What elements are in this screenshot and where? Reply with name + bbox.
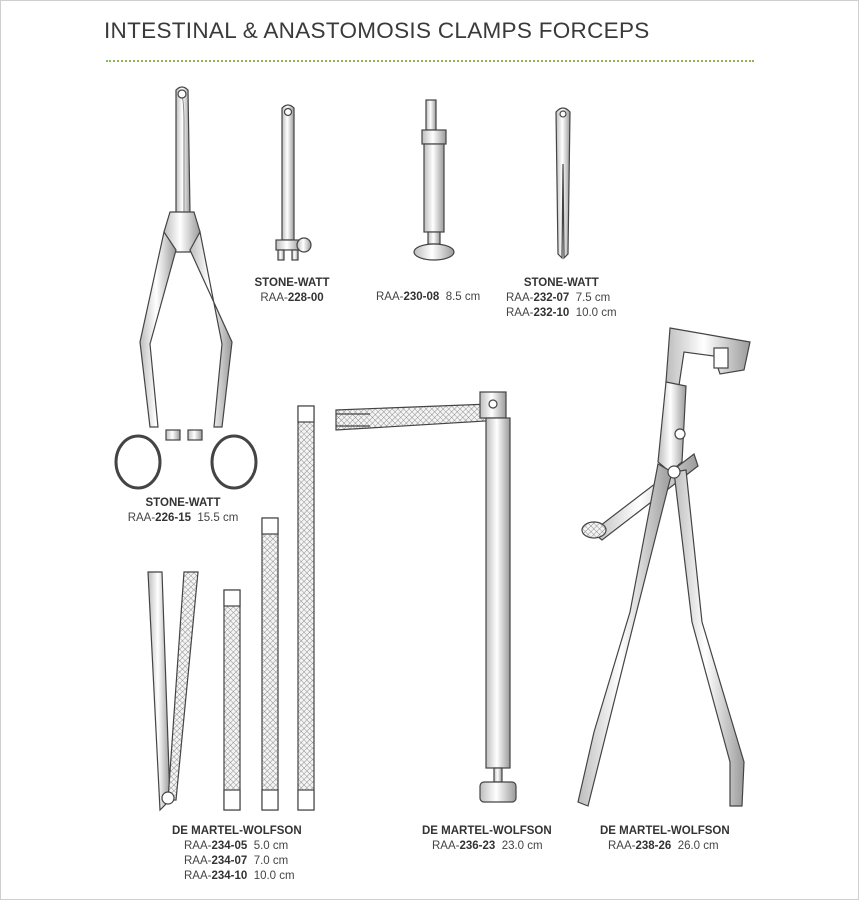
catalog-prefix: RAA- [506,292,534,304]
catalog-prefix: RAA- [127,512,156,524]
catalog-number: 232-10 [533,307,570,319]
item-name: DE MARTEL-WOLFSON [600,825,730,837]
catalog-number: 236-23 [459,840,496,852]
instrument-size: 10.0 cm [253,870,295,882]
catalog-prefix: RAA- [432,840,460,852]
catalog-prefix: RAA- [376,291,404,303]
item-name: STONE-WATT [254,277,330,289]
stone-watt-clamp-232-illustration [546,104,580,264]
clamp-applicator-230-illustration [404,96,464,266]
catalog-prefix: RAA- [184,840,212,852]
instrument-size: 8.5 cm [445,291,481,303]
catalog-prefix: RAA- [506,307,534,319]
title-divider [106,60,754,62]
instrument-size: 26.0 cm [677,840,719,852]
item-name: DE MARTEL-WOLFSON [172,825,302,837]
de-martel-wolfson-clamps-234-illustration [140,400,330,815]
catalog-number: 234-07 [211,855,248,867]
instrument-size: 15.5 cm [197,512,239,524]
instrument-size: 7.0 cm [253,855,289,867]
de-martel-wolfson-forceps-238-illustration [574,322,764,817]
instrument-size: 23.0 cm [501,840,543,852]
catalog-number: 234-05 [211,840,248,852]
item-name: STONE-WATT [523,277,599,289]
instrument-size: 5.0 cm [253,840,289,852]
item-caption-228 [232,276,352,306]
catalog-number: 234-10 [211,870,248,882]
stone-watt-clamp-228-illustration [266,100,316,265]
catalog-number: 232-07 [533,292,570,304]
catalog-number: 230-08 [403,291,440,303]
catalog-prefix: RAA- [184,870,212,882]
item-caption-232 [506,276,617,321]
catalog-number: 226-15 [155,512,191,524]
catalog-prefix: RAA- [608,840,636,852]
de-martel-wolfson-applicator-236-illustration [330,386,520,811]
catalog-prefix: RAA- [260,292,288,304]
catalog-number: 238-26 [635,840,672,852]
item-caption-238 [600,824,730,854]
item-caption-234 [172,824,302,884]
instrument-size: 10.0 cm [575,307,617,319]
item-caption-236 [422,824,552,854]
item-caption-230 [376,290,480,305]
catalog-number: 228-00 [287,292,324,304]
instrument-size: 7.5 cm [575,292,611,304]
page-title: INTESTINAL & ANASTOMOSIS CLAMPS FORCEPS [104,18,650,43]
catalog-prefix: RAA- [184,855,212,867]
item-name: STONE-WATT [145,497,221,509]
item-name: DE MARTEL-WOLFSON [422,825,552,837]
